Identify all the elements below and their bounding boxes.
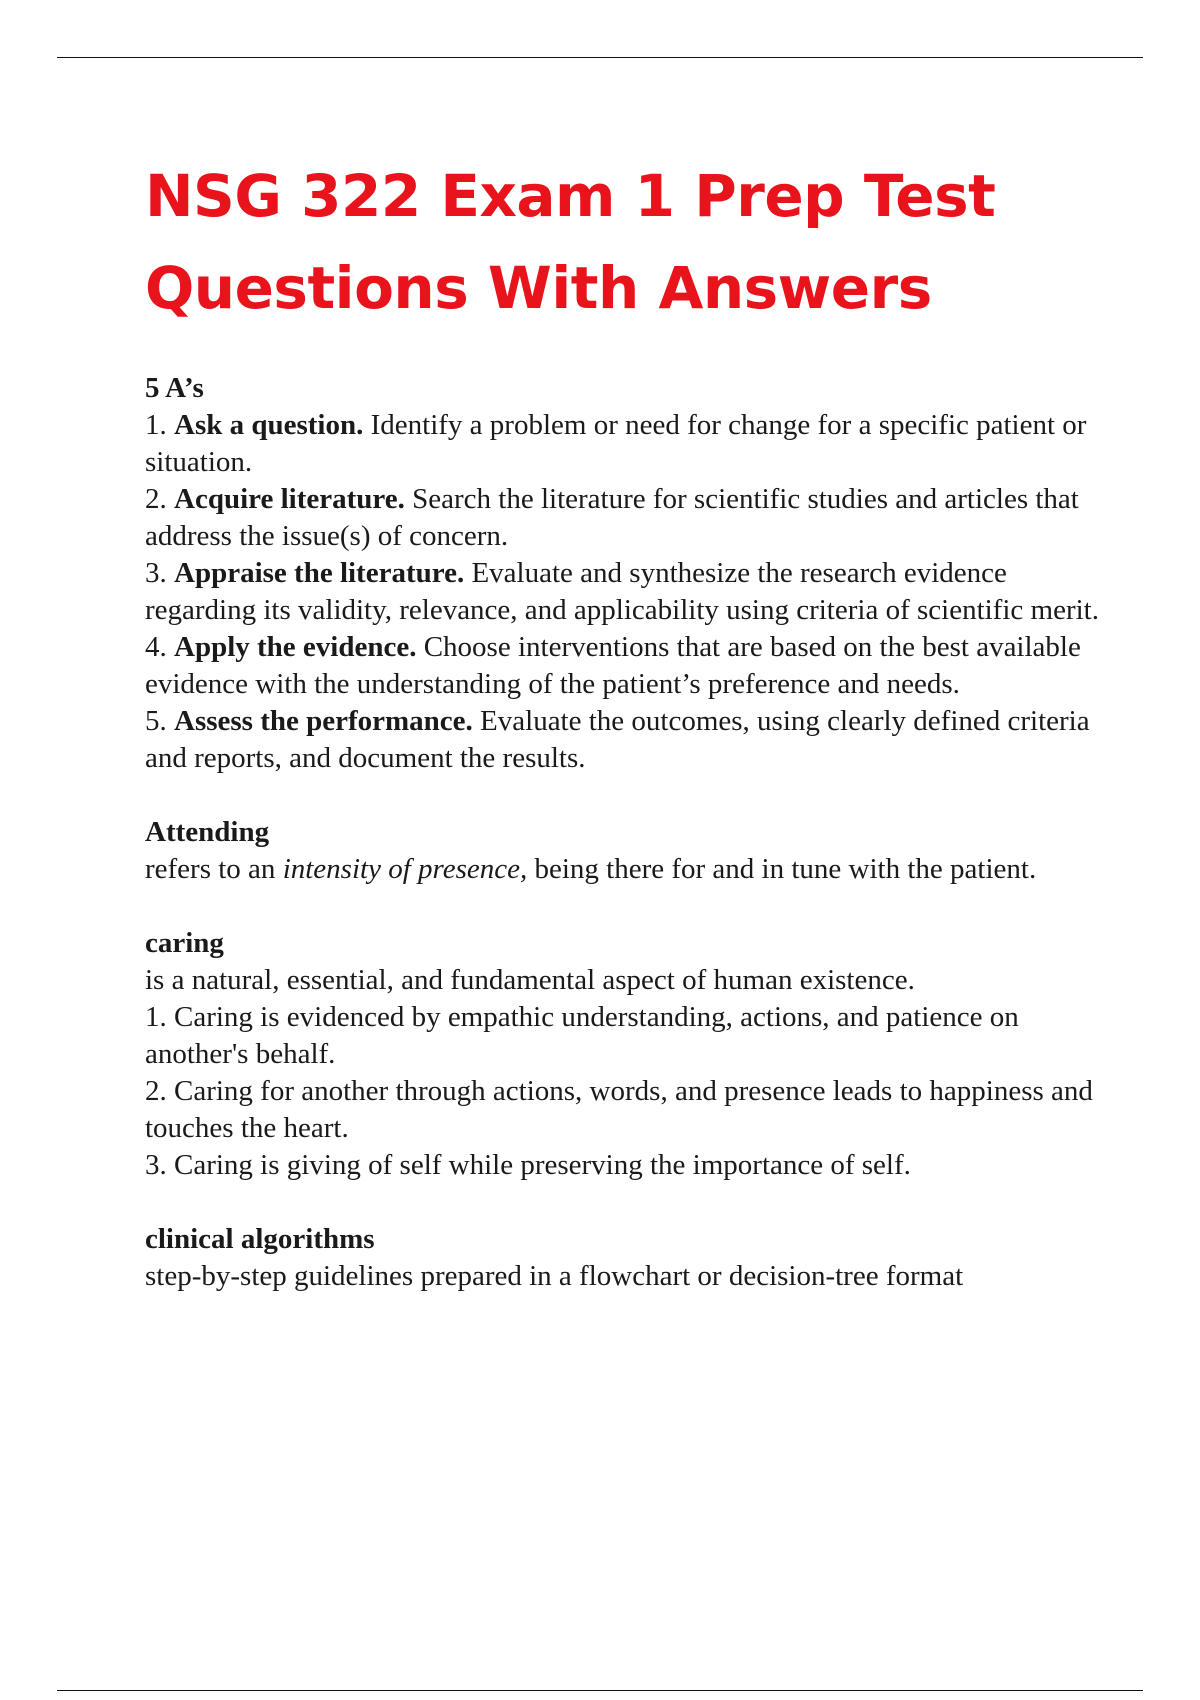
bottom-rule: [57, 1690, 1143, 1691]
item-lead: Assess the performance.: [174, 705, 473, 737]
section-five-as: [145, 370, 1105, 777]
definition-clinical-algorithms: step-by-step guidelines prepared in a flowchart or decision-tree format: [145, 1260, 964, 1292]
item-number: 2.: [145, 483, 174, 515]
item-number: 1.: [145, 409, 174, 441]
item-lead: Acquire literature.: [174, 483, 405, 515]
section-caring: [145, 925, 1105, 1184]
definition-pre: refers to an: [145, 853, 283, 885]
list-item: [145, 629, 1105, 703]
term-clinical-algorithms: clinical algorithms: [145, 1223, 375, 1255]
list-item: [145, 407, 1105, 481]
item-number: 3.: [145, 557, 174, 589]
document-title: [145, 150, 1105, 334]
item-lead: Apply the evidence.: [174, 631, 417, 663]
page-content: [145, 150, 1105, 1332]
list-item: [145, 481, 1105, 555]
definition-post: being there for and in tune with the patient.: [527, 853, 1037, 885]
definition-caring: is a natural, essential, and fundamental aspect of human existence.: [145, 964, 915, 996]
term-caring: caring: [145, 927, 224, 959]
item-text: Choose interventions that are based on the best available evidence with the understanding of the patient’s preference and needs.: [145, 631, 1081, 700]
top-rule: [57, 57, 1143, 58]
list-item: 1. Caring is evidenced by empathic understanding, actions, and patience on another's behalf.: [145, 1001, 1019, 1070]
term-attending: Attending: [145, 816, 270, 848]
list-item: [145, 703, 1105, 777]
item-number: 5.: [145, 705, 174, 737]
list-item: 2. Caring for another through actions, words, and presence leads to happiness and touches the heart.: [145, 1075, 1093, 1144]
section-attending: [145, 814, 1105, 888]
item-text: Search the literature for scientific studies and articles that address the issue(s) of concern.: [145, 483, 1079, 552]
list-item: 3. Caring is giving of self while preserving the importance of self.: [145, 1149, 911, 1181]
list-item: [145, 555, 1105, 629]
section-clinical-algorithms: [145, 1221, 1105, 1295]
item-lead: Appraise the literature.: [174, 557, 465, 589]
item-text: Evaluate the outcomes, using clearly defined criteria and reports, and document the results.: [145, 705, 1090, 774]
term-five-as: 5 A’s: [145, 372, 204, 404]
item-text: Evaluate and synthesize the research evidence regarding its validity, relevance, and applicability using criteria of scientific merit.: [145, 557, 1099, 626]
title-line-1: NSG 322 Exam 1 Prep Test: [145, 162, 996, 230]
definition-emphasis: intensity of presence,: [282, 853, 528, 885]
definition-attending: [145, 851, 1105, 888]
item-lead: Ask a question.: [174, 409, 364, 441]
title-line-2: Questions With Answers: [145, 254, 932, 322]
item-text: Identify a problem or need for change for a specific patient or situation.: [145, 409, 1087, 478]
item-number: 4.: [145, 631, 174, 663]
